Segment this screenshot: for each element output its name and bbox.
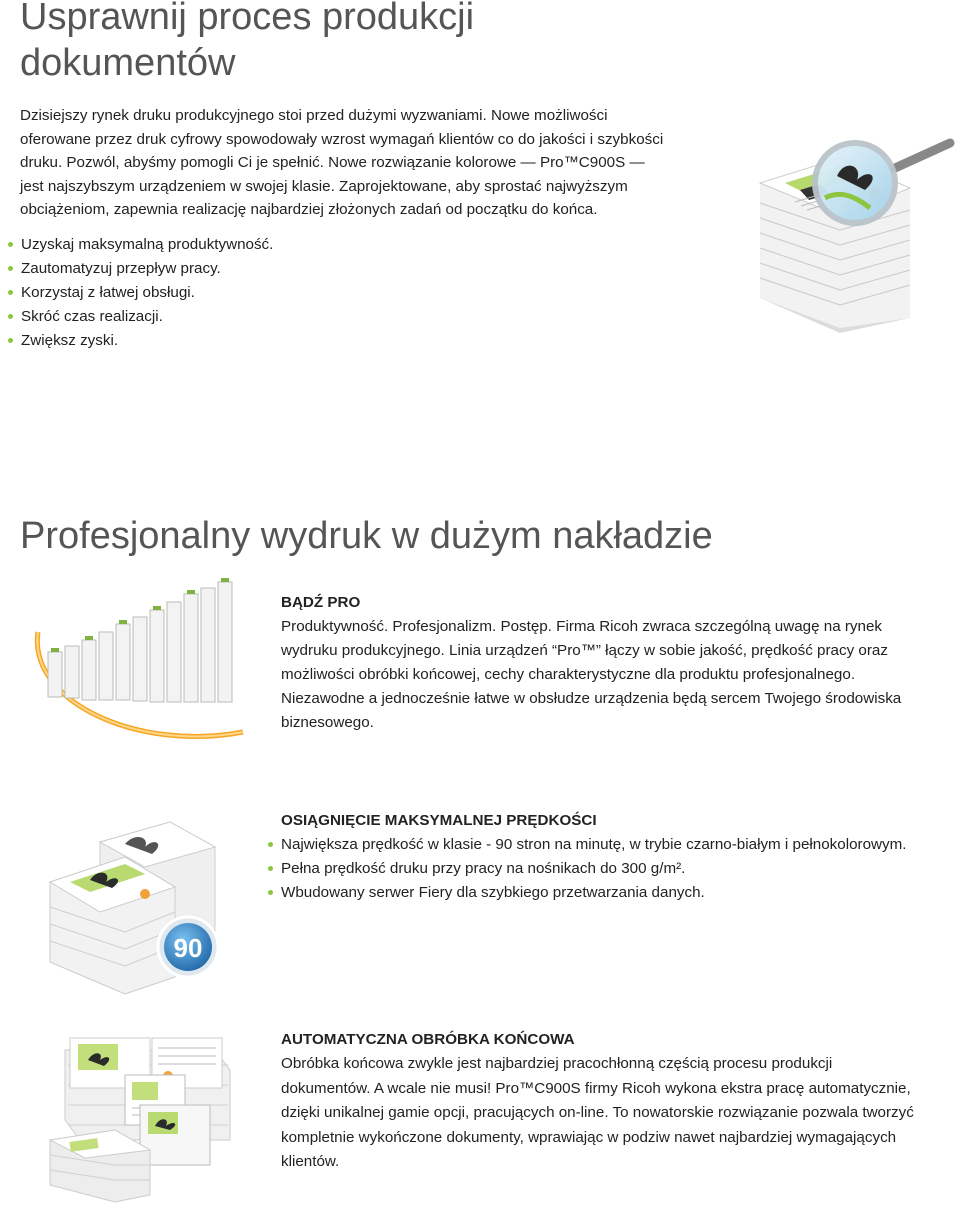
intro-line: oferowane przez druk cyfrowy spowodowały wzrost wymagań klientów co do jakości i szybkości bbox=[20, 130, 664, 148]
paper-stack-magnifier-illustration bbox=[745, 128, 960, 333]
list-item: Zautomatyzuj przepływ pracy. bbox=[8, 257, 408, 281]
bullet-icon bbox=[8, 242, 13, 247]
finishing-line: klientów. bbox=[281, 1153, 340, 1170]
list-item: Wbudowany serwer Fiery dla szybkiego przetwarzania danych. bbox=[268, 881, 960, 905]
speed-list bbox=[268, 833, 960, 905]
intro-line: jest najszybszym urządzeniem w swojej klasie. Zaprojektowane, aby sprostać najwyższym bbox=[20, 177, 628, 195]
pro-line: możliwości obróbki końcowej, cechy charakterystyczne dla produktu profesjonalnego. bbox=[281, 666, 856, 683]
page-title bbox=[20, 0, 720, 86]
bullet-icon bbox=[8, 266, 13, 271]
speed-heading: OSIĄGNIĘCIE MAKSYMALNEJ PRĘDKOŚCI bbox=[281, 812, 597, 829]
speed-stacks-illustration bbox=[40, 812, 230, 997]
pro-line: biznesowego. bbox=[281, 714, 374, 731]
finishing-line: Obróbka końcowa zwykle jest najbardziej pracochłonną częścią procesu produkcji bbox=[281, 1055, 833, 1072]
finishing-line: kompletnie wykończone dokumenty, wprawiając w podziw nawet najbardziej wymagających bbox=[281, 1128, 897, 1146]
pro-block bbox=[281, 591, 960, 735]
document-stacks-illustration bbox=[18, 572, 258, 752]
finishing-line: dokumentów. A wcale nie musi! Pro™C900S firmy Ricoh wykona ekstra pracę automatycznie, bbox=[281, 1079, 911, 1097]
list-item: Korzystaj z łatwej obsługi. bbox=[8, 281, 408, 305]
finishing-documents-illustration bbox=[40, 1030, 240, 1205]
pro-line: Produktywność. Profesjonalizm. Postęp. Firma Ricoh zwraca szczególną uwagę na rynek bbox=[281, 618, 883, 635]
bullet-icon bbox=[8, 338, 13, 343]
bullet-icon bbox=[8, 290, 13, 295]
list-item: Zwiększ zyski. bbox=[8, 329, 408, 353]
speed-badge-text: 90 bbox=[173, 933, 203, 963]
intro-line: Dzisiejszy rynek druku produkcyjnego stoi przed dużymi wyzwaniami. Nowe możliwości bbox=[20, 107, 608, 124]
list-item: Uzyskaj maksymalną produktywność. bbox=[8, 233, 408, 257]
list-item: Pełna prędkość druku przy pracy na nośnikach do 300 g/m². bbox=[268, 857, 960, 881]
finishing-line: dzięki unikalnej gamie opcji, pracujących on-line. To nowatorskie rozwiązanie pozwala tworzyć bbox=[281, 1104, 914, 1121]
bullet-icon bbox=[268, 866, 273, 871]
intro-paragraph bbox=[20, 104, 750, 222]
bullet-icon bbox=[268, 890, 273, 895]
list-item: Skróć czas realizacji. bbox=[8, 305, 408, 329]
pro-line: Niezawodne a jednocześnie łatwe w obsłudze urządzenia będą sercem Twojego środowiska bbox=[281, 690, 902, 707]
intro-line: druku. Pozwól, abyśmy pomogli Ci je spełnić. Nowe rozwiązanie kolorowe — Pro™C900S — bbox=[20, 154, 645, 172]
finishing-block bbox=[281, 1028, 960, 1175]
bullet-icon bbox=[268, 842, 273, 847]
page-title-line2: dokumentów bbox=[20, 42, 236, 84]
section-title: Profesjonalny wydruk w dużym nakładzie bbox=[20, 515, 713, 557]
finishing-heading: AUTOMATYCZNA OBRÓBKA KOŃCOWA bbox=[281, 1031, 575, 1048]
bullet-icon bbox=[8, 314, 13, 319]
benefits-list bbox=[8, 233, 408, 353]
pro-heading: BĄDŹ PRO bbox=[281, 594, 361, 611]
pro-line: wydruku produkcyjnego. Linia urządzeń “Pro™” łączy w sobie jakość, prędkość pracy oraz bbox=[281, 642, 888, 659]
speed-block bbox=[281, 809, 960, 905]
intro-line: obciążeniom, zapewnia realizację najbardziej złożonych zadań od początku do końca. bbox=[20, 201, 598, 219]
list-item: Największa prędkość w klasie - 90 stron na minutę, w trybie czarno-białym i pełnokolorowym. bbox=[268, 833, 960, 857]
page-title-line1: Usprawnij proces produkcji bbox=[20, 0, 475, 38]
